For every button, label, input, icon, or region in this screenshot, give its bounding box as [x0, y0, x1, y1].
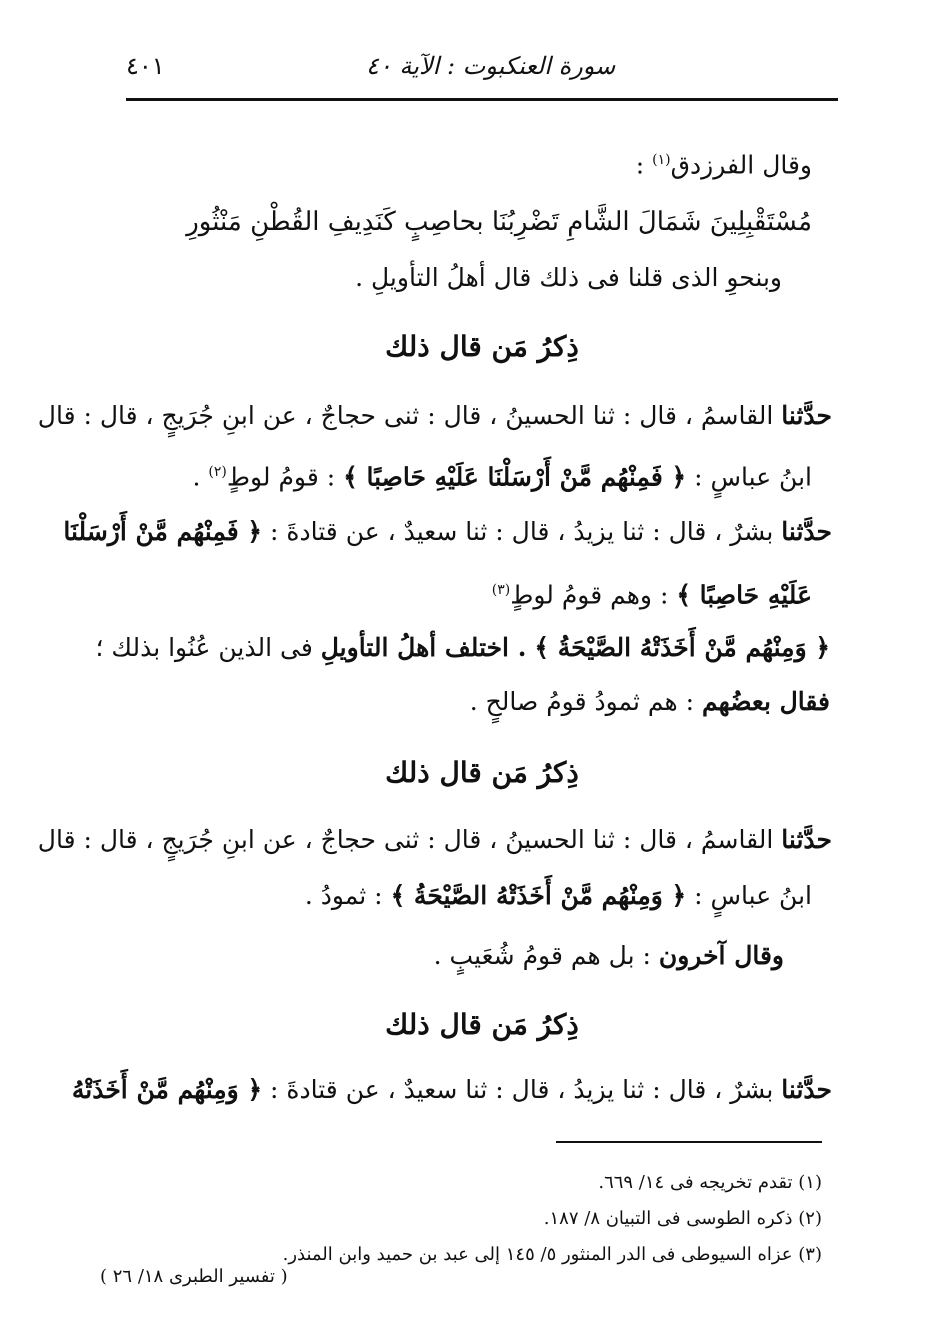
- narration-lead: حدَّثنا: [781, 825, 832, 854]
- footnote-ref-2: (٢): [208, 464, 227, 480]
- page-header: [126, 44, 838, 101]
- paragraph-6-line-1: [72, 1070, 832, 1110]
- source-reference: ( تفسير الطبرى ١٨/ ٢٦ ): [100, 1266, 288, 1287]
- body-line-1: وبنحوِ الذى قلنا فى ذلك قال أهلُ التأويلِ .: [355, 263, 782, 292]
- narration-text: ابنُ عباسٍ :: [694, 881, 812, 910]
- narration-text: فى الذين عُنُوا بذلك ؛: [95, 633, 313, 662]
- narration-lead: حدَّثنا: [781, 517, 832, 546]
- narration-text: : هم ثمودُ قومُ صالحٍ .: [469, 687, 695, 716]
- narration-lead: حدَّثنا: [781, 1075, 832, 1104]
- section-heading-3: ذِكرُ مَن قال ذلك: [385, 1008, 579, 1041]
- section-heading-1: ذِكرُ مَن قال ذلك: [385, 330, 579, 363]
- narration-text: القاسمُ ، قال : ثنا الحسينُ ، قال : ثنى حجاجٌ ، عن ابنِ جُرَيجٍ ، قال : قال: [37, 401, 774, 430]
- narration-text: بشرٌ ، قال : ثنا يزيدُ ، قال : ثنا سعيدٌ ، عن قتادةَ :: [270, 517, 774, 546]
- poetry-verse: مُسْتَقْبِلِينَ شَمَالَ الشَّامِ تَضْرِبُنَا بحاصِبٍ كَنَدِيفِ القُطْنِ مَنْثُورِ: [186, 207, 812, 237]
- narration-lead: حدَّثنا: [781, 401, 832, 430]
- footnote-1: (١) تقدم تخريجه فى ١٤/ ٦٦٩.: [598, 1172, 822, 1193]
- narration-text: القاسمُ ، قال : ثنا الحسينُ ، قال : ثنى حجاجٌ ، عن ابنِ جُرَيجٍ ، قال : قال: [37, 825, 774, 854]
- period: .: [192, 462, 201, 492]
- quran-quote: ﴿ وَمِنْهُم مَّنْ أَخَذَتْهُ: [71, 1075, 263, 1104]
- opinion-lead: فقال بعضُهم: [702, 687, 830, 716]
- quran-quote: عَلَيْهِ حَاصِبًا ﴾: [676, 580, 812, 610]
- quran-quote: ﴿ وَمِنْهُم مَّنْ أَخَذَتْهُ الصَّيْحَةُ ﴾: [390, 881, 687, 910]
- section-heading-2: ذِكرُ مَن قال ذلك: [385, 756, 579, 789]
- disagreement-note: . اختلف أهلُ التأويلِ: [320, 633, 527, 662]
- footnote-2: (٢) ذكره الطوسى فى التبيان ٨/ ١٨٧.: [543, 1208, 822, 1229]
- paragraph-3-line-1: [96, 628, 831, 668]
- paragraph-1-line-1: [38, 396, 832, 436]
- paragraph-2-line-2: [492, 570, 812, 615]
- intro-colon: :: [635, 150, 645, 180]
- narration-text: : بل هم قومُ شُعَيبٍ .: [433, 941, 651, 970]
- opinion-lead: وقال آخرون: [658, 941, 784, 970]
- footnote-divider: [556, 1141, 822, 1143]
- paragraph-4-line-1: [38, 820, 832, 860]
- quran-quote: ﴿ وَمِنْهُم مَّنْ أَخَذَتْهُ الصَّيْحَةُ ﴾: [534, 633, 830, 662]
- narration-text: : ثمودُ .: [304, 881, 383, 910]
- footnote-ref-3: (٣): [491, 582, 511, 598]
- quran-quote: ﴿ فَمِنْهُم مَّنْ أَرْسَلْنَا عَلَيْهِ حَاصِبًا ﴾: [343, 462, 687, 492]
- paragraph-3-line-2: [470, 682, 830, 722]
- footnote-3: (٣) عزاه السيوطى فى الدر المنثور ٥/ ١٤٥ إلى عبد بن حميد وابن المنذر.: [282, 1244, 822, 1265]
- narration-text: بشرٌ ، قال : ثنا يزيدُ ، قال : ثنا سعيدٌ ، عن قتادةَ :: [270, 1075, 774, 1104]
- intro-line: [636, 140, 812, 185]
- paragraph-5: [434, 936, 784, 976]
- narration-text: ابنُ عباسٍ :: [694, 462, 812, 492]
- paragraph-2-line-1: [63, 512, 832, 552]
- footnote-ref-1: (١): [652, 152, 671, 168]
- page-number: ٤٠١: [126, 52, 165, 80]
- running-title: سورة العنكبوت : الآية ٤٠: [366, 52, 616, 80]
- paragraph-4-line-2: [305, 876, 812, 916]
- intro-text: وقال الفرزدق: [670, 150, 812, 180]
- quran-quote: ﴿ فَمِنْهُم مَّنْ أَرْسَلْنَا: [63, 517, 263, 546]
- paragraph-1-line-2: [192, 452, 812, 497]
- narration-text: : قومُ لوطٍ: [226, 462, 336, 492]
- narration-text: : وهم قومُ لوطٍ: [510, 580, 669, 610]
